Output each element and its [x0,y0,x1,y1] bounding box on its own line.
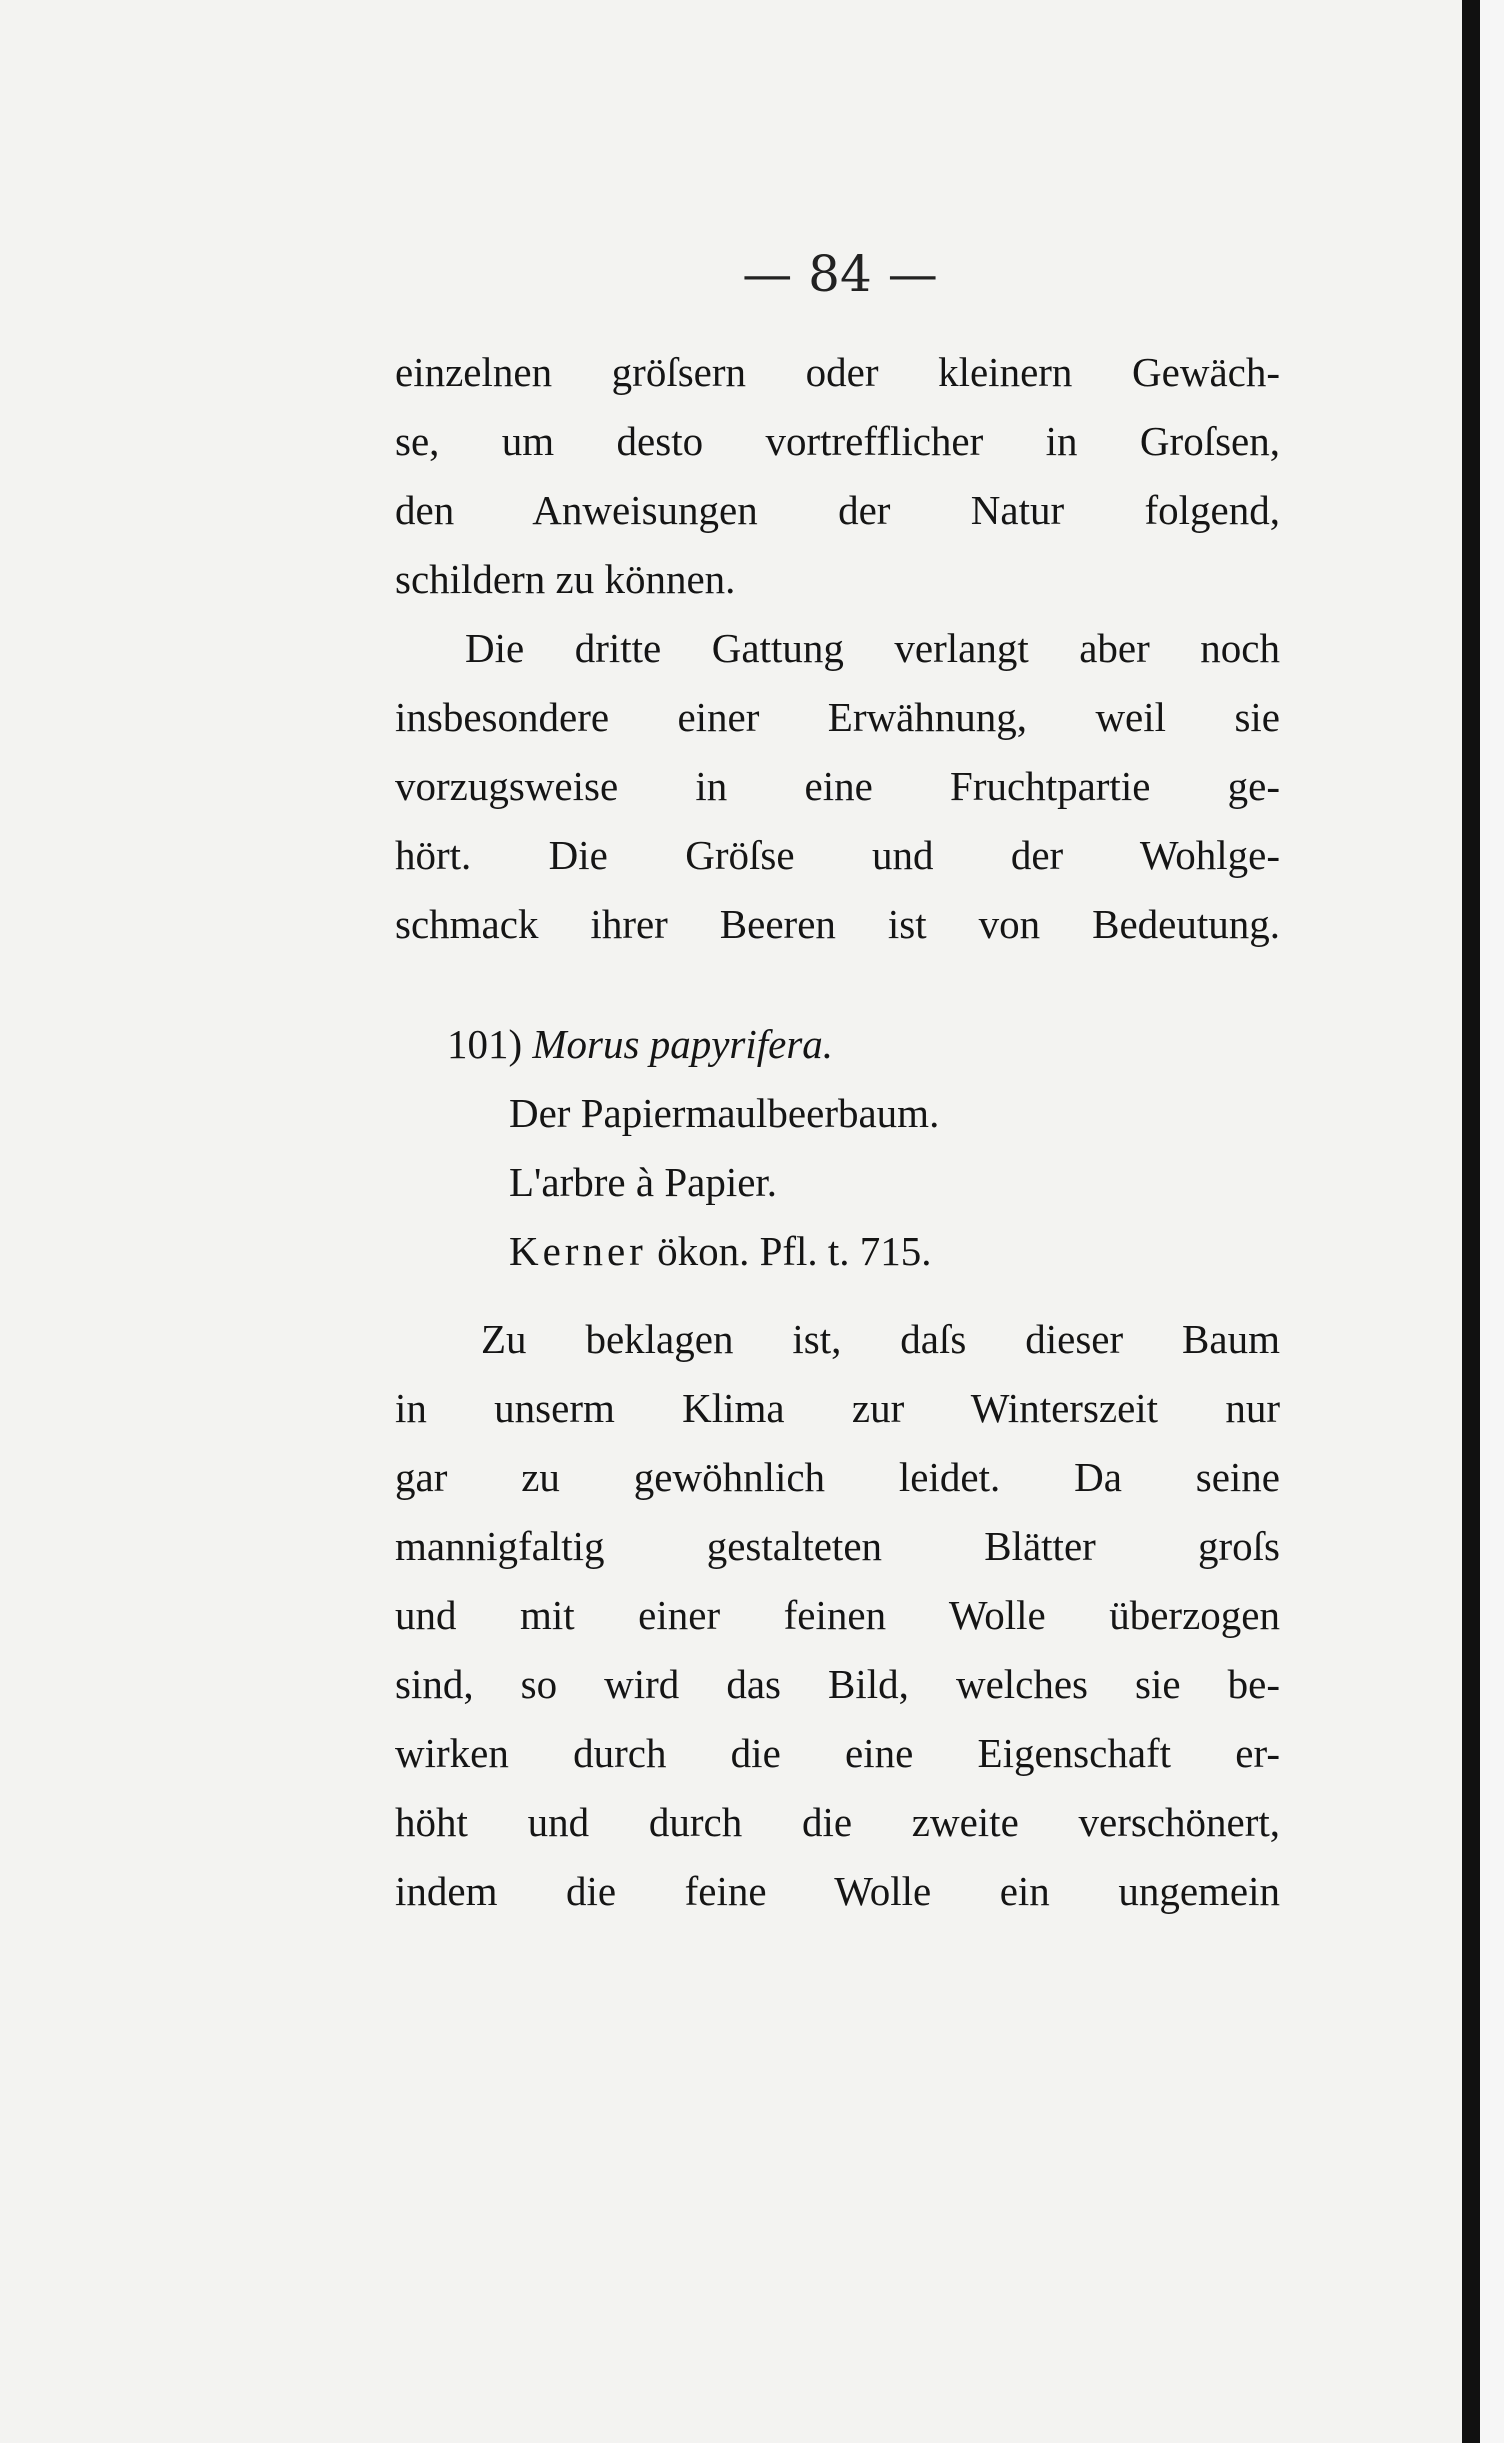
entry-number: 101) [447,1021,523,1067]
text-line: hört. Die Gröſse und der Wohlge- [395,832,1280,878]
text-line: gar zu gewöhnlich leidet. Da seine [395,1454,1280,1500]
entry-french-name: L'arbre à Papier. [509,1159,778,1205]
text-line: wirken durch die eine Eigenschaft er- [395,1730,1280,1776]
text-line: höht und durch die zweite verschönert, [395,1799,1280,1845]
entry-title [395,1010,1280,1079]
text-line: indem die feine Wolle ein ungemein [395,1868,1280,1914]
text-line: Zu beklagen ist, daſs dieser Baum [481,1316,1280,1362]
paragraph-third-type [395,614,1280,959]
paragraph-description [395,1305,1280,1926]
entry-latin-name: Morus papyrifera. [532,1021,834,1067]
text-line: mannigfaltig gestalteten Blätter groſs [395,1523,1280,1569]
entry-german-name: Der Papiermaulbeerbaum. [509,1090,940,1136]
species-entry [395,1010,1280,1286]
text-line: se, um desto vortrefflicher in Groſsen, [395,418,1280,464]
text-line: schmack ihrer Beeren ist von Bedeutung. [395,901,1280,947]
text-line: vorzugsweise in eine Fruchtpartie ge- [395,763,1280,809]
text-line: in unserm Klima zur Winterszeit nur [395,1385,1280,1431]
text-line: sind, so wird das Bild, welches sie be- [395,1661,1280,1707]
scan-edge-dark [1462,0,1480,2443]
text-line: einzelnen gröſsern oder kleinern Gewäch- [395,349,1280,395]
text-line: insbesondere einer Erwähnung, weil sie [395,694,1280,740]
text-line: schildern zu können. [395,556,736,602]
reference-details: ökon. Pfl. t. 715. [657,1228,932,1274]
text-line: und mit einer feinen Wolle überzogen [395,1592,1280,1638]
text-line: Die dritte Gattung verlangt aber noch [465,625,1280,671]
entry-reference [395,1217,1280,1286]
text-line: den Anweisungen der Natur folgend, [395,487,1280,533]
reference-author: Kerner [509,1228,647,1274]
scan-edge-light [1480,0,1504,2443]
paragraph-continued [395,338,1280,614]
page-number: — 84 — [742,245,938,303]
